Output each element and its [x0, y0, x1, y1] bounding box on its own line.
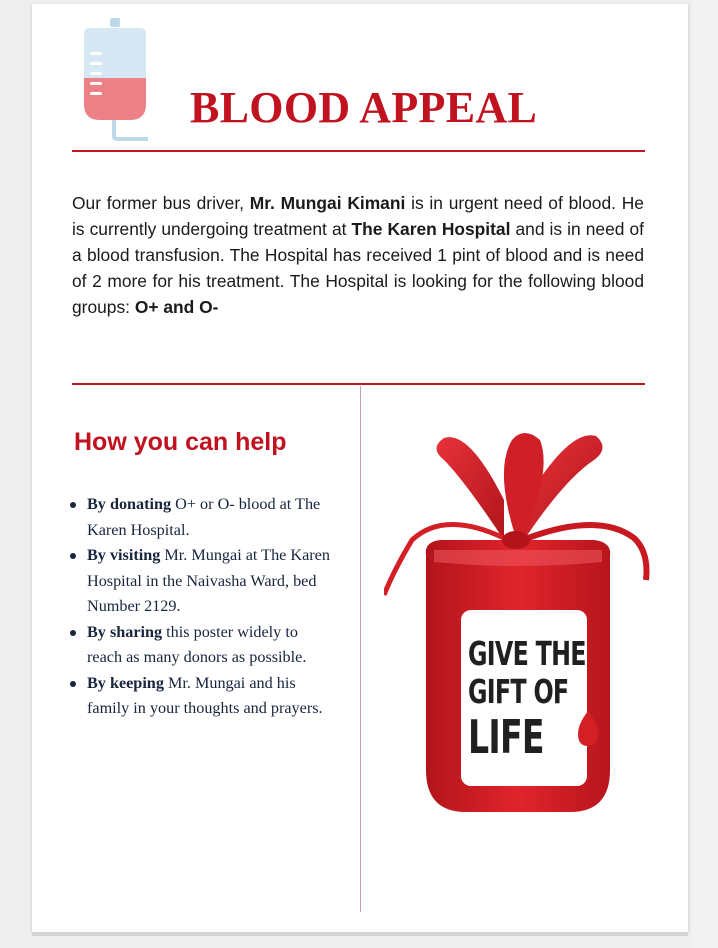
intro-paragraph [72, 190, 644, 320]
list-item-lead: By sharing [87, 622, 163, 641]
bullet-icon [70, 553, 76, 559]
list-item-lead: By keeping [87, 673, 164, 692]
hospital-name: The Karen Hospital [351, 219, 511, 239]
help-list [68, 492, 330, 722]
page-title: BLOOD APPEAL [190, 83, 538, 132]
list-item [68, 543, 330, 620]
list-item [68, 492, 330, 543]
intro-text-1: Our former bus driver, [72, 193, 250, 213]
list-item [68, 620, 330, 671]
section-divider [72, 383, 645, 385]
list-item-text: this poster widely to reach as many donors as possible. [87, 622, 307, 666]
list-item-lead: By visiting [87, 546, 161, 564]
blood-bag-gift-icon [384, 420, 654, 825]
blood-groups: O+ and O- [134, 297, 219, 317]
help-heading: How you can help [74, 428, 287, 456]
list-item-lead: By donating [87, 495, 172, 513]
patient-name: Mr. Mungai Kimani [249, 193, 406, 213]
list-item-text: O+ or O- blood at The Karen Hospital. [87, 495, 321, 539]
column-divider [360, 386, 361, 912]
list-item-text: Mr. Mungai at The Karen Hospital in the Naivasha Ward, bed Number 2129. [87, 546, 330, 615]
blood-bag-icon [76, 18, 150, 147]
scrollbar-track[interactable] [692, 0, 718, 948]
gift-text-line-1: GIVE THE [468, 634, 586, 673]
intro-text-3: and is in need of a blood transfusion. The Hospital has received 1 pint of blood and is need of 2 more for his treatment. The Hospital is looking for the following blood groups: [72, 219, 644, 317]
intro-text-2: is in urgent need of blood. He is currently undergoing treatment at [72, 193, 644, 239]
gift-of-life-text [468, 634, 586, 764]
bullet-icon [70, 502, 76, 508]
bullet-icon [70, 681, 76, 687]
bullet-icon [70, 630, 76, 636]
document-page [32, 4, 688, 932]
page-bottom-edge [32, 933, 688, 936]
list-item [68, 671, 330, 722]
gift-text-line-3: LIFE [468, 710, 544, 764]
list-item-text: Mr. Mungai and his family in your thoughts and prayers. [87, 673, 323, 717]
gift-text-line-2: GIFT OF [468, 672, 569, 711]
title-divider [72, 150, 645, 152]
